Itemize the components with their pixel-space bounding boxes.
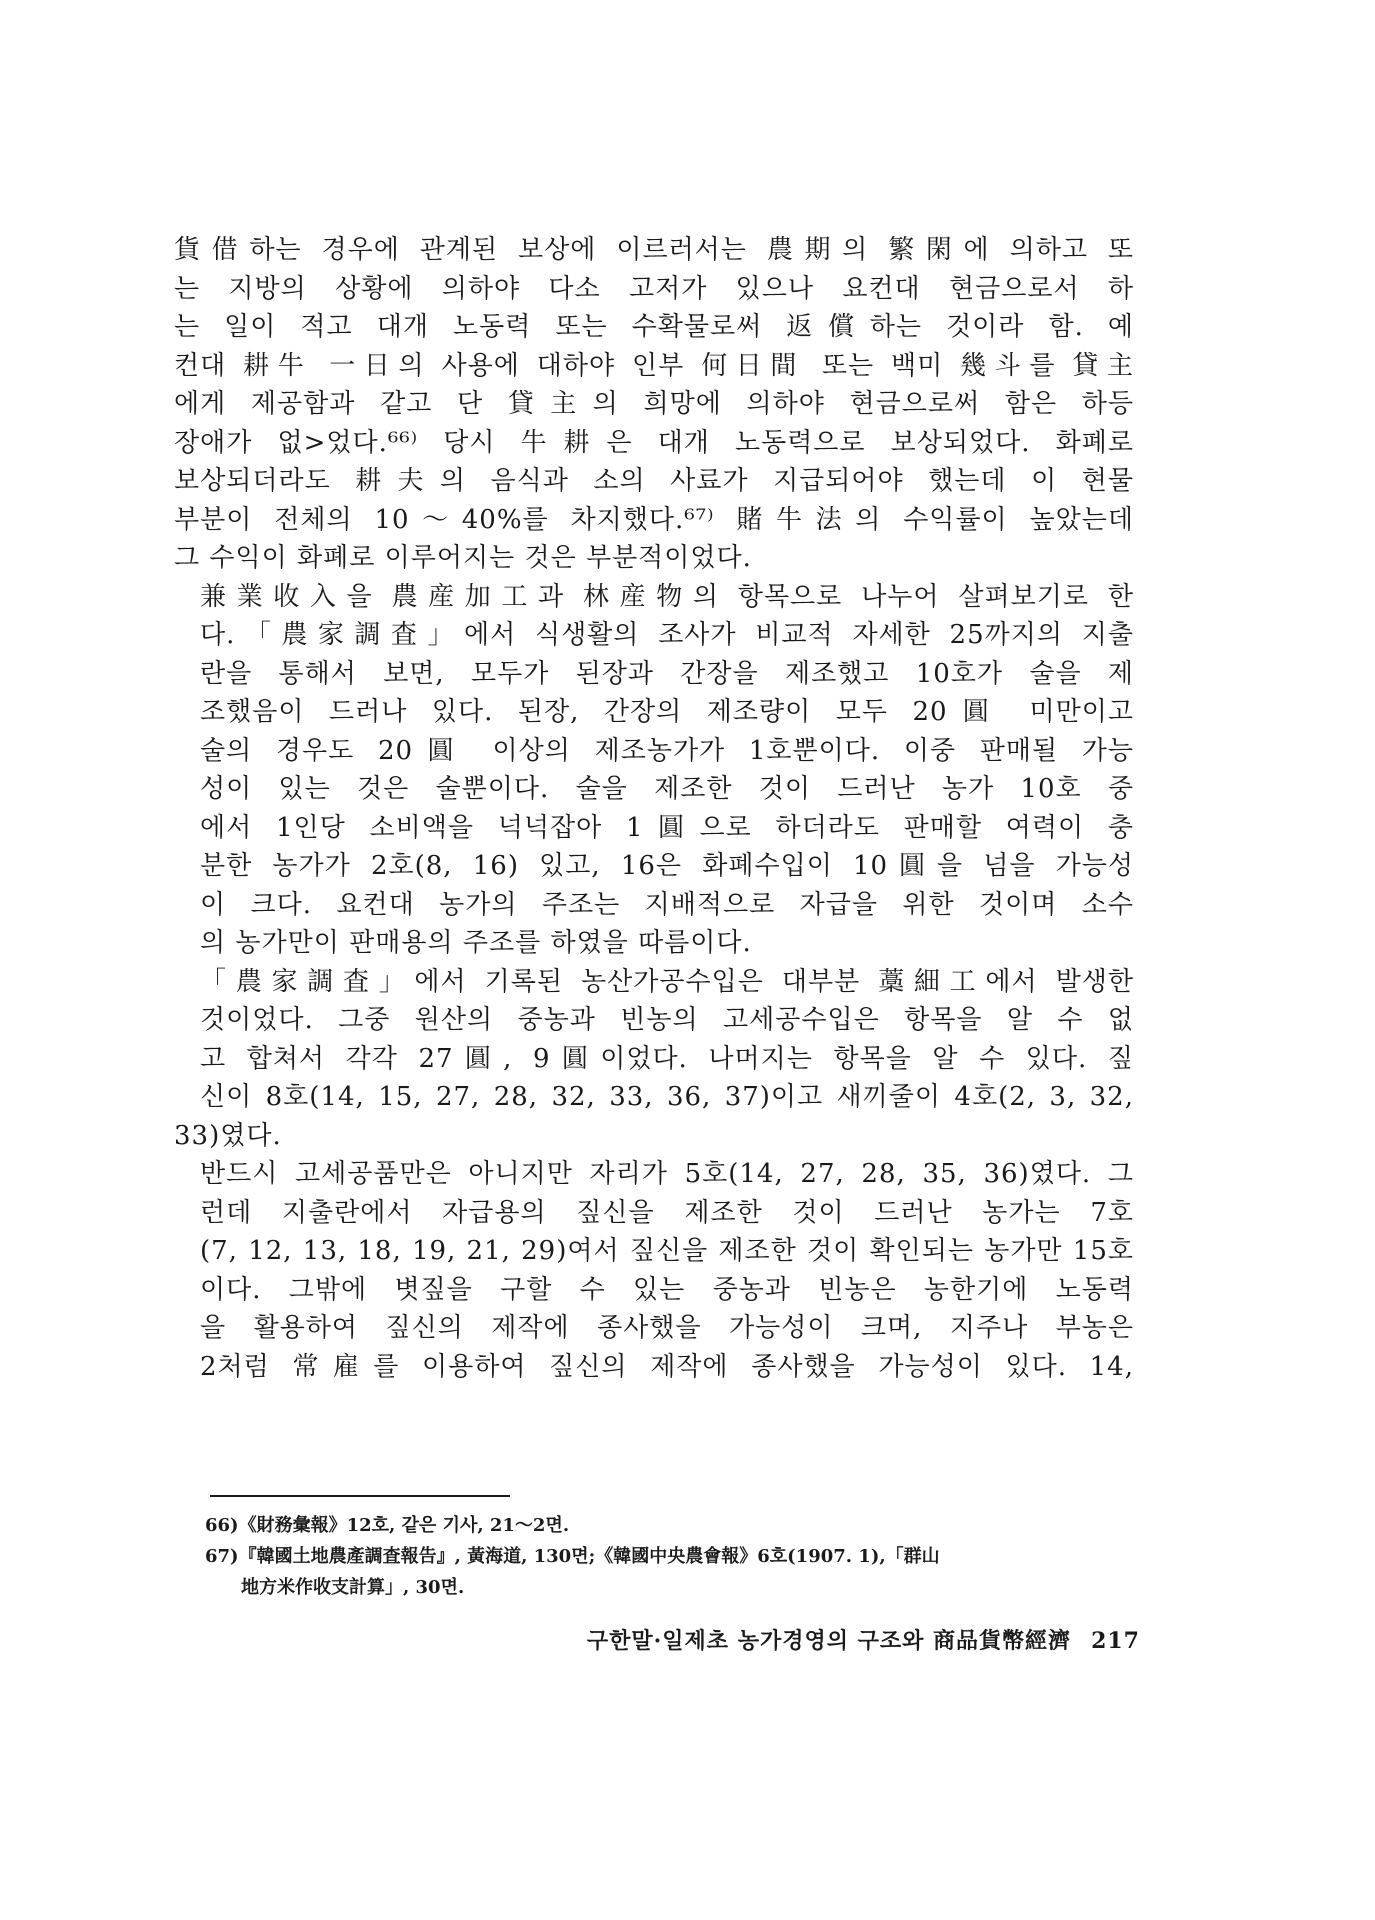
text-line: 컨대 耕牛 一日의 사용에 대하야 인부 何日間 또는 백미 幾斗를 貸主 — [174, 350, 1134, 381]
text-line: 는 일이 적고 대개 노동력 또는 수확물로써 返償하는 것이라 함. 예 — [174, 312, 1134, 342]
text-line: 2처럼 常雇를 이용하여 짚신의 제작에 종사했을 가능성이 있다. 14, — [200, 1351, 1134, 1382]
text-line: 런데 지출란에서 자급용의 짚신을 제조한 것이 드러난 농가는 7호 — [200, 1197, 1134, 1228]
text-line: 반드시 고세공품만은 아니지만 자리가 5호(14, 27, 28, 35, 36)였다. 그 — [200, 1159, 1134, 1189]
text-line: 이다. 그밖에 볏짚을 구할 수 있는 중농과 빈농은 농한기에 노동력 — [200, 1274, 1134, 1305]
text-line: 장애가 없>었다.⁶⁶⁾ 당시 牛耕은 대개 노동력으로 보상되었다. 화폐로 — [174, 427, 1134, 458]
text-line: 부분이 전체의 10～40%를 차지했다.⁶⁷⁾ 賭牛法의 수익률이 높았는데 — [174, 504, 1134, 535]
text-line: 다.「農家調査」에서 식생활의 조사가 비교적 자세한 25까지의 지출 — [200, 620, 1134, 650]
text-line: 조했음이 드러나 있다. 된장, 간장의 제조량이 모두 20圓 미만이고 — [200, 697, 1134, 727]
text-line: 兼業收入을 農産加工과 林産物의 항목으로 나누어 살펴보기로 한 — [200, 581, 1134, 612]
text-line: (7, 12, 13, 18, 19, 21, 29)여서 짚신을 제조한 것이 확인되는 농가만 15호 — [200, 1236, 1134, 1266]
text-line: 신이 8호(14, 15, 27, 28, 32, 33, 36, 37)이고 새끼줄이 4호(2, 3, 32, 33)였다. — [174, 1082, 1134, 1151]
footnote-line: 67)『韓國土地農產調査報告』, 黃海道, 130면;《韓國中央農會報》6호(1907. 1),「群山 — [205, 1546, 940, 1567]
footnotes — [205, 1510, 1135, 1603]
page-number: 217 — [1091, 1628, 1140, 1654]
running-footer — [440, 1624, 1140, 1655]
text-line: 고 합쳐서 각각 27圓, 9圓이었다. 나머지는 항목을 알 수 있다. 짚 — [200, 1043, 1134, 1074]
text-line: 貨借하는 경우에 관계된 보상에 이르러서는 農期의 繁閑에 의하고 또 — [174, 235, 1134, 265]
text-line: 에서 1인당 소비액을 넉넉잡아 1圓으로 하더라도 판매할 여력이 충 — [200, 812, 1134, 843]
text-line: 보상되더라도 耕夫의 음식과 소의 사료가 지급되어야 했는데 이 현물 — [174, 466, 1134, 496]
text-line: 을 활용하여 짚신의 제작에 종사했을 가능성이 크며, 지주나 부농은 — [200, 1313, 1134, 1343]
text-line: 는 지방의 상황에 의하야 다소 고저가 있으나 요컨대 현금으로서 하 — [174, 273, 1134, 304]
body-text — [174, 231, 1134, 1386]
text-line: 술의 경우도 20圓 이상의 제조농가가 1호뿐이다. 이중 판매될 가능 — [200, 735, 1134, 766]
footnote-67 — [205, 1541, 1135, 1572]
text-line: 에게 제공함과 같고 단 貸主의 희망에 의하야 현금으로써 함은 하등 — [174, 389, 1134, 419]
footnote-divider — [210, 1495, 510, 1497]
text-line: 이 크다. 요컨대 농가의 주조는 지배적으로 자급을 위한 것이며 소수 — [200, 889, 1134, 920]
text-line: 것이었다. 그중 원산의 중농과 빈농의 고세공수입은 항목을 알 수 없 — [200, 1005, 1134, 1035]
footnote-line: 地方米作收支計算」, 30면. — [241, 1577, 465, 1598]
paragraph-3 — [174, 963, 1134, 1387]
text-line: 의 농가만이 판매용의 주조를 하였을 따름이다. — [200, 928, 752, 958]
footnote-67-continuation — [205, 1572, 1135, 1603]
text-line: 「農家調査」에서 기록된 농산가공수입은 대부분 藁細工에서 발생한 — [200, 966, 1134, 997]
text-line: 란을 통해서 보면, 모두가 된장과 간장을 제조했고 10호가 술을 제 — [200, 658, 1134, 689]
text-line: 성이 있는 것은 술뿐이다. 술을 제조한 것이 드러난 농가 10호 중 — [200, 774, 1134, 804]
running-title: 구한말·일제초 농가경영의 구조와 商品貨幣經濟 — [586, 1628, 1072, 1654]
text-line: 분한 농가가 2호(8, 16) 있고, 16은 화폐수입이 10圓을 넘을 가능성 — [200, 851, 1134, 881]
text-line: 그 수익이 화폐로 이루어지는 것은 부분적이었다. — [174, 543, 752, 573]
paragraph-1 — [174, 231, 1134, 578]
footnote-66 — [205, 1510, 1135, 1541]
footnote-line: 66)《財務彙報》12호, 같은 기사, 21～2면. — [205, 1515, 570, 1536]
paragraph-2 — [174, 578, 1134, 963]
